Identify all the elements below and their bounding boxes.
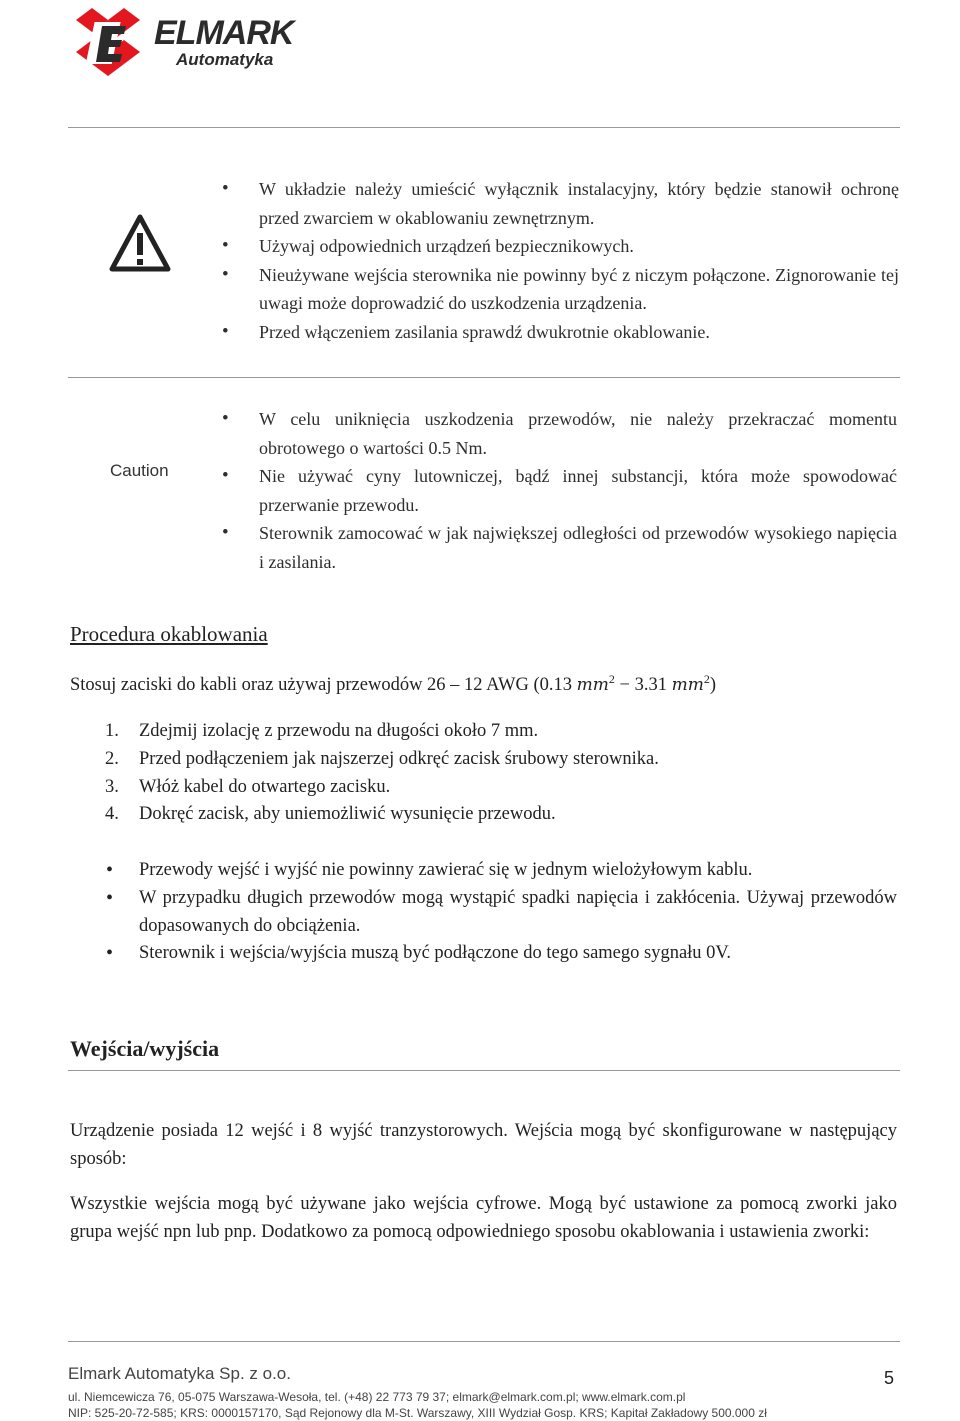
warning-list bbox=[259, 175, 899, 347]
note-item: • W przypadku długich przewodów mogą wystąpić spadki napięcia i zakłócenia. Używaj przewodów dopasowanych do obciążenia. bbox=[139, 885, 897, 941]
logo-wordmark: ELMARK bbox=[154, 14, 294, 52]
unit-mm: mm bbox=[671, 675, 704, 696]
step-number: 2. bbox=[105, 748, 119, 769]
procedure-intro-text: Stosuj zaciski do kabli oraz używaj przewodów 26 – 12 AWG (0.13 bbox=[70, 675, 577, 696]
procedure-heading: Procedura okablowania bbox=[70, 622, 268, 646]
header-divider bbox=[68, 127, 900, 128]
step-item bbox=[105, 774, 659, 802]
step-number: 3. bbox=[105, 776, 119, 797]
warning-item: • Nieużywane wejścia sterownika nie powinny być z niczym połączone. Zignorowanie tej uwagi może doprowadzić do uszkodzenia urządzenia. bbox=[259, 261, 899, 318]
warning-triangle-icon bbox=[108, 213, 172, 273]
procedure-intro-mid: − 3.31 bbox=[614, 675, 672, 696]
step-text: Przed podłączeniem jak najszerzej odkręć zacisk śrubowy sterownika. bbox=[139, 748, 659, 769]
warning-item: • W układzie należy umieścić wyłącznik instalacyjny, który będzie stanowił ochronę przed zwarciem w okablowaniu zewnętrznym. bbox=[259, 175, 899, 232]
page-number: 5 bbox=[884, 1368, 895, 1388]
caution-item: • Sterownik zamocować w jak największej odległości od przewodów wysokiego napięcia i zasilania. bbox=[259, 519, 897, 576]
step-text: Dokręć zacisk, aby uniemożliwić wysunięcie przewodu. bbox=[139, 804, 556, 825]
caution-list bbox=[259, 405, 897, 577]
io-heading: Wejścia/wyjścia bbox=[70, 1036, 220, 1061]
step-number: 1. bbox=[105, 721, 119, 741]
elmark-e-logo-icon bbox=[68, 6, 158, 78]
warning-item: • Przed włączeniem zasilania sprawdź dwukrotnie okablowanie. bbox=[259, 318, 899, 347]
io-paragraph-2: Wszystkie wejścia mogą być używane jako wejścia cyfrowe. Mogą być ustawione za pomocą zworki jako grupa wejść npn lub pnp. Dodatkowo za pomocą odpowiedniego sposobu okablowania i ustawienia zworki: bbox=[70, 1194, 897, 1242]
procedure-steps bbox=[105, 718, 659, 829]
unit-exponent: 2 bbox=[703, 672, 710, 686]
step-item bbox=[105, 718, 659, 746]
footer-address: ul. Niemcewicza 76, 05-075 Warszawa-Wesoła, tel. (+48) 22 773 79 37; elmark@elmark.com.pl; www.elmark.com.pl bbox=[68, 1390, 686, 1404]
logo-subtitle: Automatyka bbox=[176, 50, 274, 69]
footer-divider bbox=[68, 1341, 900, 1342]
note-item: • Przewody wejść i wyjść nie powinny zawierać się w jednym wielożyłowym kablu. bbox=[139, 857, 897, 885]
section-divider bbox=[68, 377, 900, 378]
procedure-intro bbox=[70, 672, 716, 696]
caution-item: • W celu uniknięcia uszkodzenia przewodów, nie należy przekraczać momentu obrotowego o wartości 0.5 Nm. bbox=[259, 405, 897, 462]
unit-exponent: 2 bbox=[608, 672, 615, 686]
procedure-intro-end: ) bbox=[709, 675, 717, 696]
step-number: 4. bbox=[105, 804, 119, 825]
unit-mm: mm bbox=[576, 675, 609, 696]
step-text: Zdejmij izolację z przewodu na długości około 7 mm. bbox=[139, 721, 539, 741]
io-divider bbox=[68, 1070, 900, 1071]
step-item bbox=[105, 801, 659, 829]
note-item: • Sterownik i wejścia/wyjścia muszą być podłączone do tego samego sygnału 0V. bbox=[139, 940, 897, 968]
step-item bbox=[105, 746, 659, 774]
footer-company: Elmark Automatyka Sp. z o.o. bbox=[68, 1364, 291, 1383]
footer-registry: NIP: 525-20-72-585; KRS: 0000157170, Sąd Rejonowy dla M-St. Warszawy, XIII Wydział Gosp. KRS; Kapitał Zakładowy 500.000 zł bbox=[68, 1406, 767, 1420]
caution-item: • Nie używać cyny lutowniczej, bądź innej substancji, która może spowodować przerwanie przewodu. bbox=[259, 462, 897, 519]
procedure-notes bbox=[139, 857, 897, 968]
step-text: Włóż kabel do otwartego zacisku. bbox=[139, 776, 391, 797]
warning-item: • Używaj odpowiednich urządzeń bezpiecznikowych. bbox=[259, 232, 899, 261]
caution-label: Caution bbox=[110, 461, 169, 480]
io-paragraph-1: Urządzenie posiada 12 wejść i 8 wyjść tranzystorowych. Wejścia mogą być skonfigurowane w następujący sposób: bbox=[70, 1121, 897, 1169]
